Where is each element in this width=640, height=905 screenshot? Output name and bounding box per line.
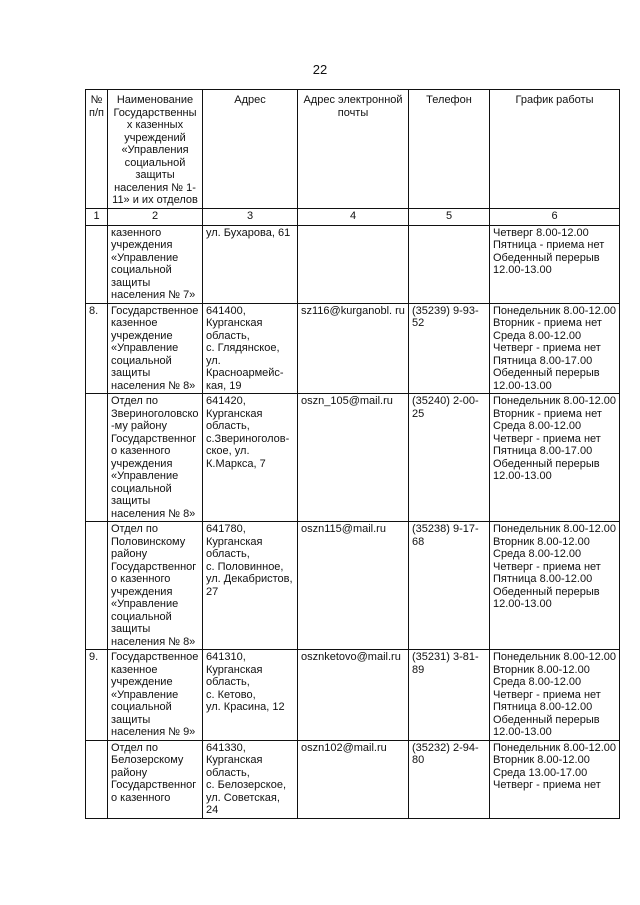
schedule: Четверг 8.00-12.00 Пятница - приема нет Обеденный перерыв 12.00-13.00 xyxy=(490,225,620,303)
institution-name: Отдел по Половинскому району Государственного казенного учреждения «Управление социальной защиты населения № 8» xyxy=(108,522,203,650)
phone: (35240) 2-00-25 xyxy=(409,394,490,522)
schedule: Понедельник 8.00-12.00 Вторник - приема нет Среда 8.00-12.00 Четверг - приема нет Пятница 8.00-17.00 Обеденный перерыв 12.00-13.00 xyxy=(490,394,620,522)
address: 641310, Курганская область, с. Кетово, ул. Красина, 12 xyxy=(203,650,298,741)
column-header-address: Адрес xyxy=(203,90,298,209)
page-number: 22 xyxy=(312,62,328,77)
phone: (35238) 9-17-68 xyxy=(409,522,490,650)
phone: (35239) 9-93-52 xyxy=(409,303,490,394)
institution-name: казенного учреждения «Управление социальной защиты населения № 7» xyxy=(108,225,203,303)
column-number: 5 xyxy=(409,208,490,225)
column-header-schedule: График работы xyxy=(490,90,620,209)
column-number: 4 xyxy=(298,208,409,225)
row-number xyxy=(86,522,108,650)
table-row xyxy=(86,740,620,818)
institution-name: Отдел по Белозерскому району Государственного казенного xyxy=(108,740,203,818)
column-number: 3 xyxy=(203,208,298,225)
schedule: Понедельник 8.00-12.00 Вторник 8.00-12.00 Среда 8.00-12.00 Четверг - приема нет Пятница 8.00-12.00 Обеденный перерыв 12.00-13.00 xyxy=(490,522,620,650)
table-row xyxy=(86,225,620,303)
address: 641400, Курганская область, с. Глядянское, ул. Красноармейс-кая, 19 xyxy=(203,303,298,394)
email: sz116@kurganobl. ru xyxy=(298,303,409,394)
address: 641420, Курганская область, с.Звериноголов-ское, ул. К.Маркса, 7 xyxy=(203,394,298,522)
phone: (35231) 3-81-89 xyxy=(409,650,490,741)
institution-name: Государственное казенное учреждение «Управление социальной защиты населения № 9» xyxy=(108,650,203,741)
column-numbers-row xyxy=(86,208,620,225)
table-row xyxy=(86,394,620,522)
table-row xyxy=(86,522,620,650)
column-number: 6 xyxy=(490,208,620,225)
institutions-table xyxy=(85,89,620,819)
phone xyxy=(409,225,490,303)
column-header-number: № п/п xyxy=(86,90,108,209)
row-number: 8. xyxy=(86,303,108,394)
address: 641780, Курганская область, с. Половинное, ул. Декабристов, 27 xyxy=(203,522,298,650)
address: ул. Бухарова, 61 xyxy=(203,225,298,303)
row-number xyxy=(86,740,108,818)
table-header-row xyxy=(86,90,620,209)
institution-name: Отдел по Звериноголовско-му району Государственного казенного учреждения «Управление социальной защиты населения № 8» xyxy=(108,394,203,522)
email: oszn102@mail.ru xyxy=(298,740,409,818)
institution-name: Государственное казенное учреждение «Управление социальной защиты населения № 8» xyxy=(108,303,203,394)
email: osznketovo@mail.ru xyxy=(298,650,409,741)
email: oszn_105@mail.ru xyxy=(298,394,409,522)
schedule: Понедельник 8.00-12.00 Вторник - приема нет Среда 8.00-12.00 Четверг - приема нет Пятница 8.00-17.00 Обеденный перерыв 12.00-13.00 xyxy=(490,303,620,394)
schedule: Понедельник 8.00-12.00 Вторник 8.00-12.00 Среда 13.00-17.00 Четверг - приема нет xyxy=(490,740,620,818)
column-header-phone: Телефон xyxy=(409,90,490,209)
table-row xyxy=(86,303,620,394)
email xyxy=(298,225,409,303)
row-number: 9. xyxy=(86,650,108,741)
column-number: 1 xyxy=(86,208,108,225)
email: oszn115@mail.ru xyxy=(298,522,409,650)
column-header-email: Адрес электронной почты xyxy=(298,90,409,209)
column-header-name: Наименование Государственных казенных учреждений «Управления социальной защиты населения № 1-11» и их отделов xyxy=(108,90,203,209)
schedule: Понедельник 8.00-12.00 Вторник 8.00-12.00 Среда 8.00-12.00 Четверг - приема нет Пятница 8.00-12.00 Обеденный перерыв 12.00-13.00 xyxy=(490,650,620,741)
address: 641330, Курганская область, с. Белозерское, ул. Советская, 24 xyxy=(203,740,298,818)
table-row xyxy=(86,650,620,741)
phone: (35232) 2-94-80 xyxy=(409,740,490,818)
row-number xyxy=(86,394,108,522)
row-number xyxy=(86,225,108,303)
column-number: 2 xyxy=(108,208,203,225)
